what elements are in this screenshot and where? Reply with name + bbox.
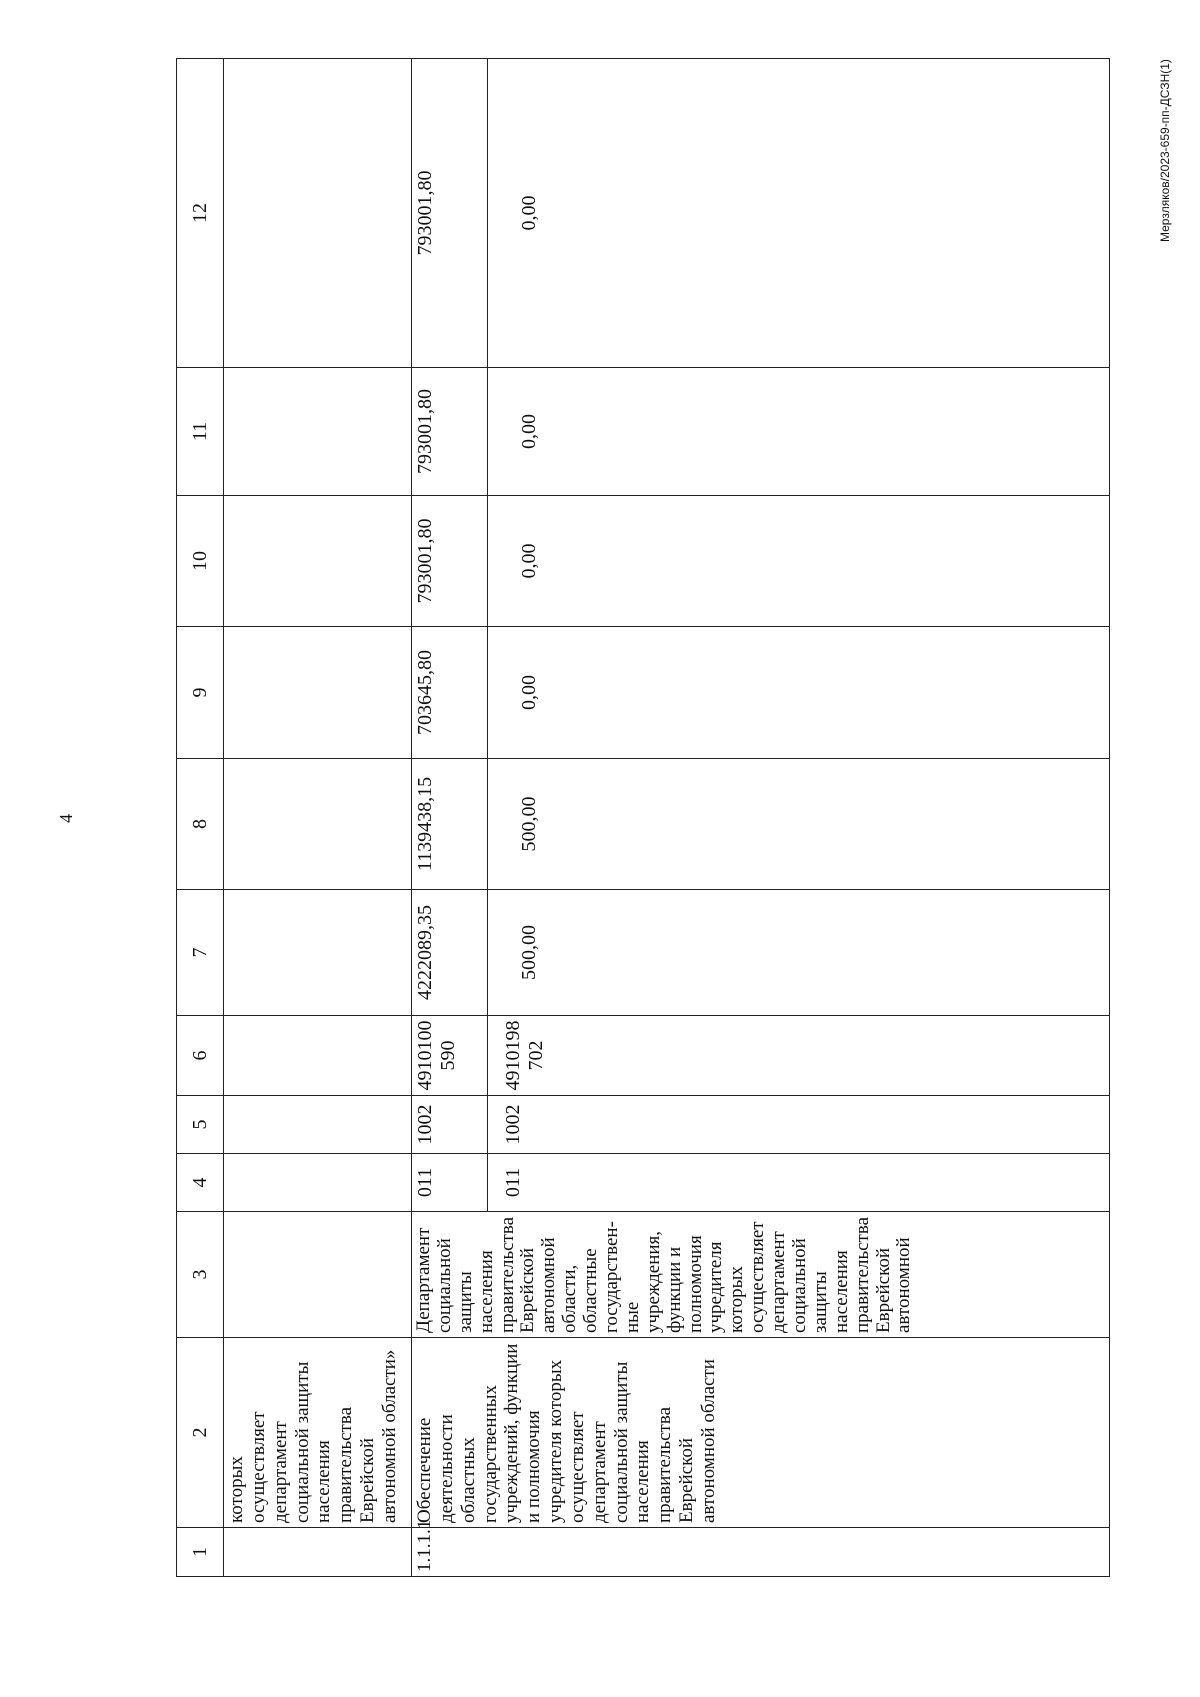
table-cell: 1.1.1.1 [412, 1528, 1110, 1577]
header-cell: 10 [177, 496, 224, 627]
header-cell: 3 [177, 1212, 224, 1338]
table-cell [224, 759, 412, 890]
header-row [177, 59, 224, 1577]
table-cell [224, 368, 412, 496]
table-cell [224, 1212, 412, 1338]
header-cell: 11 [177, 368, 224, 496]
header-cell: 4 [177, 1154, 224, 1212]
table-cell: 500,00 [488, 759, 1110, 890]
table-cell [224, 1154, 412, 1212]
header-cell: 6 [177, 1016, 224, 1096]
table-cell [224, 496, 412, 627]
page-number: 4 [56, 814, 76, 823]
table-cell: Департамент социальной защиты населения правительства Еврейской автономной области, областные государствен-ные учреждения, функции и полномочия учредителя которых осуществляет департамент социальной защиты населения правительства Еврейской автономной [412, 1212, 1110, 1338]
table-cell [224, 1528, 412, 1577]
table-cell: 0,00 [488, 368, 1110, 496]
table-cell: 793001,80 [412, 368, 488, 496]
table-cell: 011 [412, 1154, 488, 1212]
budget-table [176, 58, 1110, 1577]
header-cell: 8 [177, 759, 224, 890]
table-cell: которых осуществляет департамент социальной защиты населения правительства Еврейской автономной области» [224, 1338, 412, 1528]
header-cell: 12 [177, 59, 224, 368]
header-cell: 1 [177, 1528, 224, 1577]
table-cell: 4910100590 [412, 1016, 488, 1096]
table-cell: 011 [488, 1154, 1110, 1212]
table-cell: Обеспечение деятельности областных государственных учреждений, функции и полномочия учредителя которых осуществляет департамент социальной защиты населения правительства Еврейской автономной области [412, 1338, 1110, 1528]
document-id: Мерзляков/2023-659-пп-ДСЗН(1) [1158, 59, 1172, 242]
rotated-table-wrapper [176, 59, 1110, 1577]
header-cell: 5 [177, 1096, 224, 1154]
table-row [224, 59, 412, 1577]
table-cell: 793001,80 [412, 496, 488, 627]
header-cell: 9 [177, 627, 224, 759]
table-cell [224, 627, 412, 759]
table-cell [224, 59, 412, 368]
header-cell: 2 [177, 1338, 224, 1528]
table-cell [224, 890, 412, 1016]
table-cell [224, 1096, 412, 1154]
table-cell: 793001,80 [412, 59, 488, 368]
table-cell [224, 1016, 412, 1096]
table-cell: 1139438,15 [412, 759, 488, 890]
table-cell: 4222089,35 [412, 890, 488, 1016]
table-cell: 500,00 [488, 890, 1110, 1016]
header-cell: 7 [177, 890, 224, 1016]
table-cell: 703645,80 [412, 627, 488, 759]
table-cell: 1002 [412, 1096, 488, 1154]
table-cell: 0,00 [488, 627, 1110, 759]
table-cell: 0,00 [488, 496, 1110, 627]
table-cell: 0,00 [488, 59, 1110, 368]
table-cell: 4910198702 [488, 1016, 1110, 1096]
table-cell: 1002 [488, 1096, 1110, 1154]
table-row [412, 59, 488, 1577]
